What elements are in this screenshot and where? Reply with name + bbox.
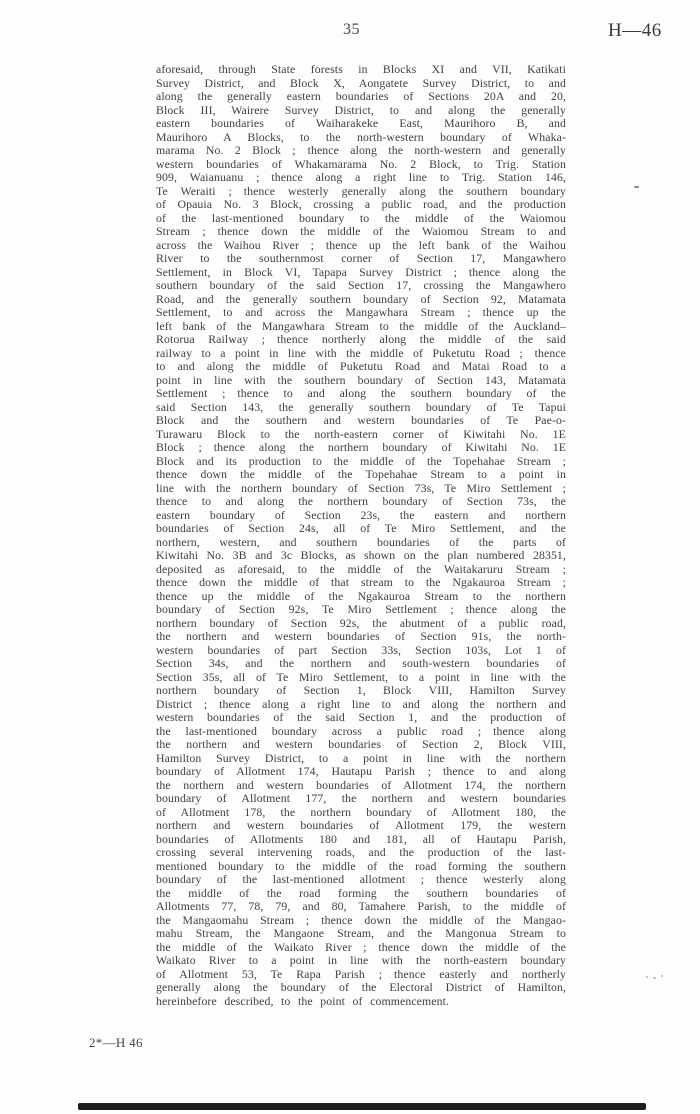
text-line: of Allotment 53, Te Rapa Parish ; thence easterly and northerly — [156, 966, 566, 981]
text-line: Block and the southern and western boundaries of Te Pae-o- — [156, 413, 566, 427]
text-line: northern, western, and southern boundaries of the parts of — [156, 534, 566, 549]
text-line: said Section 143, the generally southern boundary of Te Tapui — [156, 399, 566, 414]
text-line: Section 34s, and the northern and south-western boundaries of — [156, 656, 566, 670]
boundary-description-text — [156, 63, 566, 1008]
text-line: left bank of the Mangawhara Stream to the middle of the Auckland– — [156, 318, 566, 333]
text-line: western boundaries of part Section 33s, Section 103s, Lot 1 of — [156, 642, 566, 657]
text-line: the northern and western boundaries of Allotment 174, the northern — [156, 777, 566, 792]
text-line: Block ; thence along the northern boundary of Kiwitahi No. 1E — [156, 440, 566, 454]
text-line: Hamilton Survey District, to a point in line with the northern — [156, 750, 566, 765]
text-line: boundaries of Allotments 180 and 181, all of Hautapu Parish, — [156, 831, 566, 846]
text-line: Settlement, in Block VI, Tapapa Survey District ; thence along the — [156, 264, 566, 279]
text-line: the middle of the Waikato River ; thence down the middle of the — [156, 939, 566, 954]
text-line: River to the southernmost corner of Section 17, Mangawhero — [156, 251, 566, 265]
text-line: Stream ; thence down the middle of the Waiomou Stream to and — [156, 224, 566, 238]
text-line: the northern and western boundaries of Section 91s, the north- — [156, 629, 566, 643]
text-line: across the Waihou River ; thence up the left bank of the Waihou — [156, 237, 566, 252]
scan-speck — [634, 186, 639, 188]
text-line: the middle of the road forming the southern boundaries of — [156, 885, 566, 900]
text-line: thence down the middle of the Topehahae Stream to a point in — [156, 467, 566, 481]
text-line: Section 35s, all of Te Miro Settlement, to a point in line with the — [156, 669, 566, 684]
text-line: northern and western boundaries of Allotment 179, the western — [156, 818, 566, 832]
text-line: boundary of Allotment 174, Hautapu Parish ; thence to and along — [156, 764, 566, 778]
text-line: the northern and western boundaries of Section 2, Block VIII, — [156, 737, 566, 751]
text-line: generally along the boundary of the Electoral District of Hamilton, — [156, 980, 566, 994]
scan-specks — [645, 972, 667, 980]
text-line: Rotorua Railway ; thence northerly along the middle of the said — [156, 332, 566, 346]
text-line: marama No. 2 Block ; thence along the north-western and generally — [156, 143, 566, 157]
text-line: southern boundary of the said Section 17, crossing the Mangawhero — [156, 278, 566, 292]
text-line: Maurihoro A Blocks, to the north-western boundary of Whaka- — [156, 129, 566, 144]
text-line: aforesaid, through State forests in Blocks XI and VII, Katikati — [156, 62, 566, 76]
text-line: Block III, Wairere Survey District, to and along the generally — [156, 102, 566, 117]
text-line: line with the northern boundary of Section 73s, Te Miro Settlement ; — [156, 480, 566, 495]
document-reference: H—46 — [608, 20, 662, 41]
text-line: boundaries of Section 24s, all of Te Miro Settlement, and the — [156, 521, 566, 535]
text-line: hereinbefore described, to the point of commencement. — [156, 993, 450, 1008]
text-line: boundary of Allotment 177, the northern and western boundaries — [156, 791, 566, 805]
text-line: railway to a point in line with the middle of Puketutu Road ; thence — [156, 345, 566, 360]
text-line: thence to and along the northern boundary of Section 73s, the — [156, 494, 566, 508]
text-line: to and along the middle of Puketutu Road and Matai Road to a — [156, 359, 566, 373]
text-line: Te Weraiti ; thence westerly generally along the southern boundary — [156, 183, 566, 198]
text-line: crossing several intervening roads, and the production of the last- — [156, 845, 566, 859]
text-line: Waikato River to a point in line with the north-eastern boundary — [156, 953, 566, 967]
text-line: mentioned boundary to the middle of the road forming the southern — [156, 858, 566, 873]
text-line: of Allotment 178, the northern boundary of Allotment 180, the — [156, 804, 566, 819]
text-line: northern boundary of Section 92s, the abutment of a public road, — [156, 615, 566, 630]
text-line: eastern boundaries of Waiharakeke East, Maurihoro B, and — [156, 116, 566, 130]
text-line: of Opauia No. 3 Block, crossing a public road, and the production — [156, 197, 566, 211]
text-line: Survey District, and Block X, Aongatete Survey District, to and — [156, 75, 566, 90]
text-line: Turawaru Block to the north-eastern corner of Kiwitahi No. 1E — [156, 426, 566, 441]
text-line: eastern boundary of Section 23s, the eastern and northern — [156, 507, 566, 522]
text-line: northern boundary of Section 1, Block VIII, Hamilton Survey — [156, 683, 566, 697]
text-line: Allotments 77, 78, 79, and 80, Tamahere Parish, to the middle of — [156, 899, 566, 913]
text-line: mahu Stream, the Mangaone Stream, and the Mangonua Stream to — [156, 926, 566, 940]
text-line: the last-mentioned boundary across a public road ; thence along — [156, 723, 566, 738]
text-line: boundary of Section 92s, Te Miro Settlement ; thence along the — [156, 602, 566, 616]
footer-signature: 2*—H 46 — [89, 1035, 143, 1050]
text-line: Block and its production to the middle of the Topehahae Stream ; — [156, 453, 566, 468]
text-line: thence down the middle of that stream to the Ngakauroa Stream ; — [156, 575, 566, 589]
text-line: District ; thence along a right line to and along the northern and — [156, 696, 566, 711]
text-line: boundary of the last-mentioned allotment ; thence westerly along — [156, 872, 566, 886]
text-line: 909, Waianuanu ; thence along a right line to Trig. Station 146, — [156, 170, 566, 184]
text-line: deposited as aforesaid, to the middle of the Waitakaruru Stream ; — [156, 561, 566, 576]
text-line: western boundaries of the said Section 1, and the production of — [156, 710, 566, 724]
text-line: of the last-mentioned boundary to the middle of the Waiomou — [156, 210, 566, 225]
text-line: western boundaries of Whakamarama No. 2 Block, to Trig. Station — [156, 156, 566, 171]
text-line: point in line with the southern boundary of Section 143, Matamata — [156, 372, 566, 387]
page-number: 35 — [343, 21, 360, 38]
text-line: along the generally eastern boundaries of Sections 20A and 20, — [156, 89, 566, 103]
text-line: Kiwitahi No. 3B and 3c Blocks, as shown on the plan numbered 28351, — [156, 548, 566, 562]
text-line: the Mangaomahu Stream ; thence down the middle of the Mangao- — [156, 912, 566, 927]
scan-edge-bar — [78, 1103, 646, 1110]
text-line: Road, and the generally southern boundary of Section 92, Matamata — [156, 291, 566, 306]
text-line: thence up the middle of the Ngakauroa Stream to the northern — [156, 588, 566, 603]
text-line: Settlement, to and across the Mangawhara Stream ; thence up the — [156, 305, 566, 319]
text-line: Settlement ; thence to and along the southern boundary of the — [156, 386, 566, 400]
